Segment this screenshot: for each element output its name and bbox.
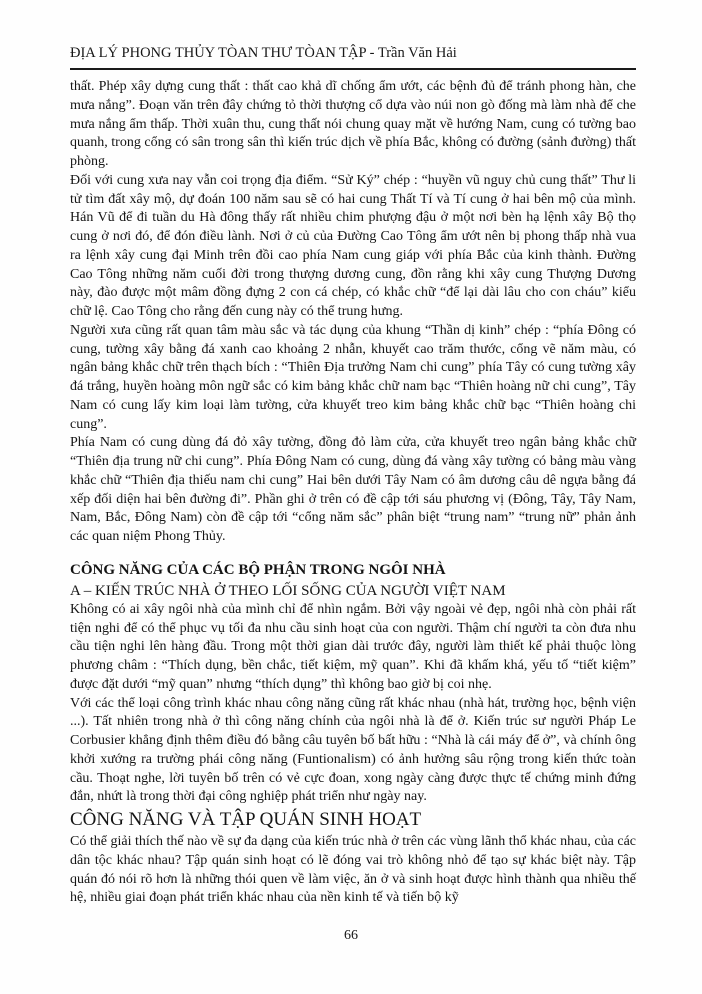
page-number: 66 bbox=[344, 928, 358, 943]
paragraph: Phía Nam có cung dùng đá đỏ xây tường, đồng đỏ làm cửa, cửa khuyết treo ngân bảng khắc chữ “Thiên địa trung nữ chi cung”. Phía Đông Nam có cung, dùng đá vàng xây tường có bảng màu vàng khắc chữ “Thiên địa thiếu nam chi cung” Hai bên dưới Tây Nam có âm dương câu dê ngựa bằng đá xếp đối diện hai bên đường đi”. Phần ghi ở trên có đề cập tới sáu phương vị (Đông, Tây, Tây Nam, Nam, Bắc, Đông Nam) còn đề cập tới “cổng năm sắc” phân biệt “trung nam” “trung nữ” phản ảnh các quan niệm Phong Thủy. bbox=[70, 435, 636, 544]
chapter-heading: CÔNG NĂNG VÀ TẬP QUÁN SINH HOẠT bbox=[70, 809, 422, 830]
paragraph: Với các thể loại công trình khác nhau công năng cũng rất khác nhau (nhà hát, trường học, bệnh viện ...). Tất nhiên trong nhà ở thì công năng chính của ngôi nhà là để ở. Kiến trúc sư người Pháp Le Corbusier khẳng định thêm điều đó bằng câu tuyên bố bất hữu : “Nhà là cái máy để ở”, và chính ông khởi xướng ra trường phái công năng (Funtionalism) có ảnh hưởng sâu rộng trong kiến thức toàn cầu. Thoạt nghe, lời tuyên bố trên có vẻ cực đoan, xong ngày càng được thực tế chứng minh đứng đắn, nhứt là trong thời đại công nghiệp phát triển như ngày nay. bbox=[70, 695, 636, 805]
section-heading: CÔNG NĂNG CỦA CÁC BỘ PHẬN TRONG NGÔI NHÀ bbox=[70, 561, 446, 578]
page-header-title: ĐỊA LÝ PHONG THỦY TÒAN THƯ TÒAN TẬP - Trần Văn Hải bbox=[70, 45, 457, 61]
paragraph: Không có ai xây ngôi nhà của mình chỉ để nhìn ngắm. Bởi vậy ngoài vẻ đẹp, ngôi nhà còn phải rất tiện nghi để có thể phục vụ tối đa nhu cầu sinh hoạt của con người. Thậm chí người ta còn đưa nhu cầu tiện nghi lên hàng đầu. Trong một thời gian dài trước đây, người làm thiết kế phải thuộc lòng phương châm : “Thích dụng, bền chắc, tiết kiệm, mỹ quan”. Khi đã khấm khá, yếu tố “tiết kiệm” được đặt dưới “mỹ quan” nhưng “thích dụng” thì không bao giờ bị coi nhẹ. bbox=[70, 601, 636, 692]
header-divider bbox=[70, 68, 636, 70]
page-content-column bbox=[70, 0, 636, 908]
paragraph: Có thể giải thích thế nào về sự đa dạng của kiến trúc nhà ở trên các vùng lãnh thổ khác nhau, của các dân tộc khác nhau? Tập quán sinh hoạt có lẽ đóng vai trò không nhỏ để tạo sự khác biệt này. Tập quán đó nói rõ hơn là những thói quen về làm việc, ăn ở và sinh hoạt được hình thành qua nhiều thế hệ, nhiều giai đoạn phát triển khác nhau của nền kinh tế và tiến bộ kỹ bbox=[70, 834, 636, 906]
section-subheading: A – KIẾN TRÚC NHÀ Ở THEO LỐI SỐNG CỦA NGƯỜI VIỆT NAM bbox=[70, 582, 506, 599]
page-header bbox=[70, 45, 636, 70]
paragraph: Người xưa cũng rất quan tâm màu sắc và tác dụng của khung “Thần dị kinh” chép : “phía Đông có cung, tường xây bằng đá xanh cao khoảng 2 nhẫn, khuyết cao trăm thước, cổng vẽ năm màu, có ngân bảng khắc chữ trên thạch bích : “Thiên Địa trưởng Nam chi cung” phía Tây có cung tường xây đá trắng, huyền hoàng môn ngữ sắc có kim bảng khắc chữ nam bạc “Thiên hoàng nữ chi cung”, Tây Nam có cung lấy kim loại làm tường, cửa khuyết treo kim bảng khắc chữ bạc “Thiên hoàng chi cung”. bbox=[70, 322, 636, 432]
paragraph: thất. Phép xây dựng cung thất : thất cao khả dĩ chống ẩm ướt, các bệnh đủ để tránh phong hàn, che mưa nắng”. Đoạn văn trên đây chứng tỏ thời thượng cổ dựa vào núi non gò đống mà làm nhà để che mưa nắng ẩm thấp. Thời xuân thu, cung thất nói chung quay mặt về hướng Nam, cung có tường bao quanh, trong cổng có sân trong sân thì kiến trúc dịch về phía Bắc, không có đường (sảnh đường) thất phòng. bbox=[70, 79, 636, 169]
page-body bbox=[70, 78, 636, 908]
paragraph: Đối với cung xưa nay vẫn coi trọng địa điểm. “Sử Ký” chép : “huyền vũ nguy chủ cung thất” Thư li tử tìm đất xây mộ, dự đoán 100 năm sau sẽ có hai cung Thất Tí và Tí cung ở hai bên mộ của mình. Hán Vũ để đi tuần du Hà đông thấy rất nhiều chim phượng đậu ở một nơi bèn hạ lệnh xây Bộ thọ cung ở nơi đó, để đón điều lành. Nơi ở củ của Đường Cao Tông ẩm ướt nên bị phong thấp nhà vua ra lệnh xây cung đại Minh trên đồi cao phía Nam cung giáp với phía Bắc của kinh thành. Đường Cao Tông những năm cuối đời trong thượng dương cung, đồn rằng khi xây cung Thượng Dương này, đào được một mâm đồng đựng 2 con cá chép, có khắc chữ “để lại dài lâu cho con cháu” kiểu chữ lệ. Cao Tông cho rằng đến cung này có thể trung hưng. bbox=[70, 172, 636, 319]
